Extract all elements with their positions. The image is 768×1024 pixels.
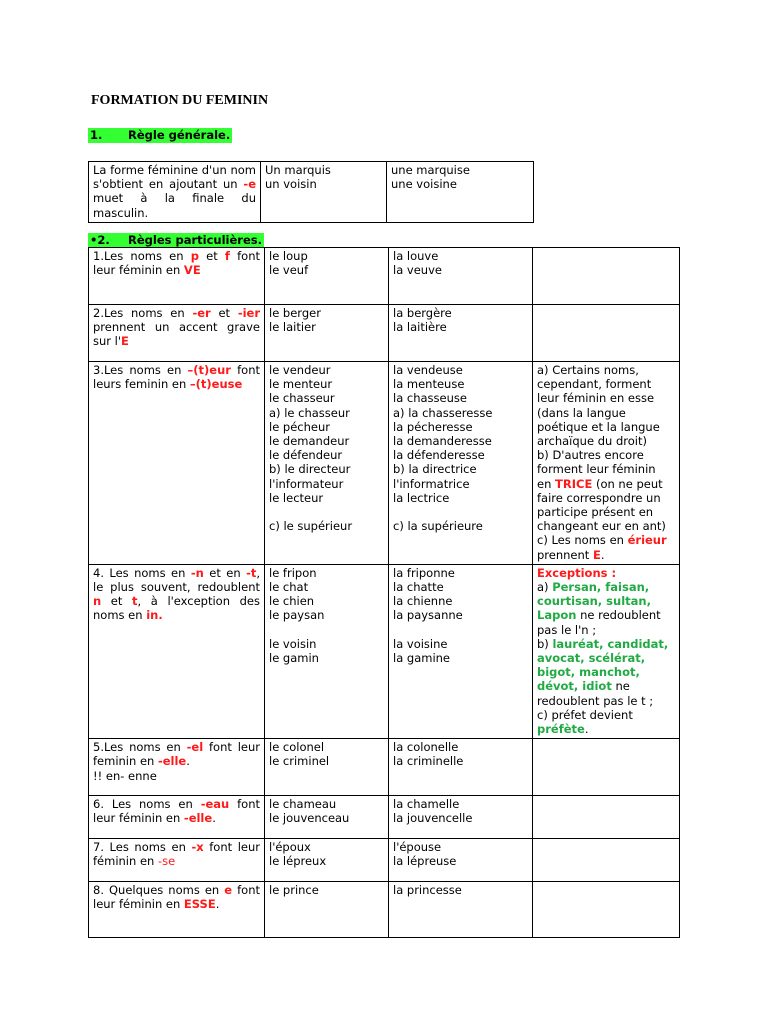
table-row bbox=[89, 839, 680, 882]
rule-text: , à l'exception des noms en bbox=[93, 594, 260, 623]
masculine-word: le chien bbox=[269, 594, 315, 609]
highlight-text: -n bbox=[190, 565, 204, 580]
masculine-word: le colonel bbox=[269, 740, 325, 755]
highlight-text: ESSE bbox=[183, 897, 216, 912]
masculine-word: le paysan bbox=[269, 608, 325, 623]
note-line bbox=[537, 608, 675, 622]
highlight-text: -elle bbox=[157, 754, 187, 769]
rule-cell bbox=[89, 162, 261, 223]
masculine-word: a) le chasseur bbox=[269, 405, 350, 420]
rule-cell bbox=[89, 362, 265, 565]
feminine-word: la princesse bbox=[393, 883, 462, 898]
rule-text: ne redoublent bbox=[576, 608, 661, 623]
section-number: 1. bbox=[90, 128, 103, 142]
note-line bbox=[537, 566, 675, 580]
note-cell bbox=[533, 796, 680, 839]
rule-text: . bbox=[600, 547, 605, 562]
rule-text: , le plus souvent, redoublent bbox=[93, 565, 261, 595]
rule-text: font leur féminin en bbox=[93, 797, 260, 826]
feminine-word: la friponne bbox=[393, 565, 455, 580]
rule-text: faire correspondre un bbox=[537, 490, 661, 505]
note-line bbox=[537, 377, 675, 391]
feminine-cell bbox=[389, 796, 533, 839]
rule-text: muet à la finale du masculin. bbox=[93, 191, 256, 220]
masculine-cell bbox=[265, 839, 389, 882]
rule-cell bbox=[89, 839, 265, 882]
feminine-word: la lépreuse bbox=[393, 854, 457, 869]
highlight-text: n bbox=[93, 594, 102, 609]
highlight-text: in. bbox=[146, 608, 163, 623]
masculine-word: le lecteur bbox=[269, 490, 324, 505]
highlight-text: -se bbox=[157, 854, 176, 869]
masculine-word: le chameau bbox=[269, 797, 337, 812]
rule-text: en bbox=[537, 476, 556, 491]
masculine-word: le jouvenceau bbox=[269, 811, 350, 826]
highlight-text: -elle bbox=[183, 811, 213, 826]
feminine-word: la chienne bbox=[393, 594, 453, 609]
rule-text: a) bbox=[537, 580, 553, 595]
rule-text: . bbox=[215, 897, 220, 912]
masculine-cell bbox=[265, 739, 389, 796]
rule-text: c) préfet devient bbox=[537, 707, 633, 722]
rule-text: et bbox=[198, 249, 225, 263]
note-line bbox=[537, 722, 675, 736]
feminine-word: la louve bbox=[393, 249, 439, 263]
note-line bbox=[537, 679, 675, 693]
masculine-word: le veuf bbox=[269, 263, 309, 278]
note-cell bbox=[533, 305, 680, 362]
note-cell bbox=[533, 362, 680, 565]
rule-text: et en bbox=[203, 565, 247, 580]
feminine-word bbox=[393, 623, 528, 637]
feminine-word bbox=[393, 505, 528, 519]
rule-text: leur féminin en esse bbox=[537, 391, 655, 406]
rule-text: 8. Quelques noms en bbox=[93, 883, 225, 898]
masculine-cell bbox=[265, 362, 389, 565]
feminine-word: la paysanne bbox=[393, 608, 463, 623]
feminine-word: la jouvencelle bbox=[393, 811, 473, 826]
table-row bbox=[89, 739, 680, 796]
note-line bbox=[537, 462, 675, 476]
feminine-word: la chasseuse bbox=[393, 391, 467, 406]
note-line bbox=[537, 637, 675, 651]
highlight-text: -er bbox=[192, 306, 211, 320]
feminine-word: l'épouse bbox=[393, 840, 442, 855]
masculine-word: le loup bbox=[269, 249, 308, 263]
masculine-word: l'informateur bbox=[269, 476, 344, 491]
rule-cell bbox=[89, 305, 265, 362]
highlight-text: courtisan, sultan, bbox=[537, 594, 651, 609]
feminine-word: b) la directrice bbox=[393, 462, 477, 477]
masculine-cell bbox=[265, 882, 389, 938]
rule-text: changeant eur en ant) bbox=[537, 519, 666, 534]
rule-text: forment leur féminin bbox=[537, 462, 656, 477]
masculine-word: le berger bbox=[269, 306, 321, 320]
masculine-word: le prince bbox=[269, 883, 319, 898]
highlight-text: lauréat, candidat, bbox=[552, 636, 669, 651]
table-row bbox=[89, 796, 680, 839]
table-row bbox=[89, 882, 680, 938]
note-line bbox=[537, 533, 675, 547]
general-rule-table bbox=[88, 161, 534, 223]
rule-text: 6. Les noms en bbox=[93, 797, 201, 812]
feminine-cell bbox=[389, 248, 533, 305]
masculine-word: c) le supérieur bbox=[269, 519, 353, 534]
table-row bbox=[89, 162, 534, 223]
feminine-cell bbox=[389, 839, 533, 882]
feminine-word: une marquise bbox=[391, 163, 470, 177]
highlight-text: e bbox=[224, 883, 233, 898]
masculine-cell bbox=[265, 796, 389, 839]
rule-text: 4. Les noms en bbox=[93, 565, 191, 580]
rule-text: . bbox=[186, 754, 190, 769]
feminine-cell bbox=[389, 739, 533, 796]
note-line bbox=[537, 505, 675, 519]
section-label: Règles particulières. bbox=[128, 233, 262, 247]
rule-text: prennent bbox=[537, 547, 593, 562]
feminine-word: la colonelle bbox=[393, 740, 459, 755]
highlight-text: TRICE bbox=[555, 476, 593, 491]
masculine-word: un voisin bbox=[265, 177, 317, 192]
highlight-text: avocat, scélérat, bbox=[537, 651, 646, 666]
section-heading-general bbox=[88, 128, 232, 143]
feminine-word: la lectrice bbox=[393, 490, 450, 505]
note-line bbox=[537, 491, 675, 505]
feminine-cell bbox=[389, 882, 533, 938]
table-row bbox=[89, 248, 680, 305]
masculine-word: le demandeur bbox=[269, 434, 350, 449]
highlight-text: bigot, manchot, bbox=[537, 665, 640, 680]
feminine-word: la criminelle bbox=[393, 754, 464, 769]
note-line bbox=[537, 665, 675, 679]
note-cell bbox=[533, 839, 680, 882]
feminine-word: a) la chasseresse bbox=[393, 405, 493, 420]
note-line bbox=[537, 434, 675, 448]
rule-text: (on ne peut bbox=[592, 476, 663, 491]
note-line bbox=[537, 391, 675, 405]
rule-text: c) Les noms en bbox=[537, 533, 628, 548]
rule-cell bbox=[89, 564, 265, 738]
rule-cell bbox=[89, 248, 265, 305]
rule-text: participe présent en bbox=[537, 505, 654, 520]
note-cell bbox=[533, 739, 680, 796]
note-line bbox=[537, 363, 675, 377]
masculine-word bbox=[269, 505, 384, 519]
feminine-cell bbox=[387, 162, 534, 223]
masculine-word: le fripon bbox=[269, 565, 317, 580]
highlight-text: -t bbox=[246, 565, 257, 580]
note-line bbox=[537, 694, 675, 708]
note-line bbox=[537, 420, 675, 434]
feminine-word: la laitière bbox=[393, 320, 447, 335]
masculine-word: le chat bbox=[269, 580, 309, 595]
rule-text: 7. Les noms en bbox=[93, 840, 192, 855]
section-number: •2. bbox=[90, 233, 110, 247]
rule-text: 5.Les noms en bbox=[93, 740, 187, 755]
highlight-text: VE bbox=[183, 263, 201, 278]
masculine-word: le défendeur bbox=[269, 448, 343, 463]
rule-text: ne bbox=[611, 679, 630, 694]
rule-text: !! en- enne bbox=[93, 768, 157, 783]
rule-text: pas le l'n ; bbox=[537, 622, 597, 637]
table-row bbox=[89, 564, 680, 738]
rule-text: font leur féminin en bbox=[93, 883, 260, 912]
highlight-text: –(t)eur bbox=[187, 363, 231, 377]
note-line bbox=[537, 548, 675, 562]
feminine-word: la menteuse bbox=[393, 377, 465, 392]
rule-text: et bbox=[210, 306, 238, 320]
feminine-word: la voisine bbox=[393, 636, 448, 651]
feminine-cell bbox=[389, 362, 533, 565]
masculine-cell bbox=[265, 564, 389, 738]
rule-text: font leurs feminin en bbox=[93, 363, 260, 392]
table-row bbox=[89, 305, 680, 362]
section-heading-particular bbox=[88, 233, 264, 248]
highlight-text: -el bbox=[186, 740, 204, 755]
masculine-word: le criminel bbox=[269, 754, 330, 769]
rule-text: . bbox=[212, 811, 216, 826]
masculine-word: le voisin bbox=[269, 636, 317, 651]
rule-cell bbox=[89, 796, 265, 839]
rule-text: b) D'autres encore bbox=[537, 448, 644, 463]
note-line bbox=[537, 651, 675, 665]
rule-cell bbox=[89, 882, 265, 938]
rule-text: font leur feminin en bbox=[93, 740, 260, 769]
particular-rules-table bbox=[88, 247, 680, 938]
masculine-word: le gamin bbox=[269, 651, 319, 666]
rule-text: cependant, forment bbox=[537, 377, 652, 392]
rule-text: 2.Les noms en bbox=[93, 306, 193, 320]
masculine-word: b) le directeur bbox=[269, 462, 351, 477]
feminine-word: l'informatrice bbox=[393, 476, 470, 491]
masculine-cell bbox=[265, 305, 389, 362]
highlight-text: dévot, idiot bbox=[537, 679, 612, 694]
feminine-word: c) la supérieure bbox=[393, 519, 483, 534]
highlight-text: Lapon bbox=[537, 608, 577, 623]
feminine-word: la veuve bbox=[393, 263, 442, 278]
section-label: Règle générale. bbox=[128, 128, 231, 142]
masculine-word: le lépreux bbox=[269, 854, 327, 869]
rule-text: La forme féminine d'un nom s'obtient en ajoutant un bbox=[93, 163, 256, 192]
note-line bbox=[537, 594, 675, 608]
highlight-text: p bbox=[190, 249, 199, 263]
feminine-word: la chamelle bbox=[393, 797, 460, 812]
masculine-word: Un marquis bbox=[265, 163, 331, 177]
feminine-word: la chatte bbox=[393, 580, 444, 595]
feminine-word: la gamine bbox=[393, 651, 451, 666]
highlight-text: -x bbox=[191, 840, 204, 855]
note-cell bbox=[533, 248, 680, 305]
note-line bbox=[537, 623, 675, 637]
highlight-text: Persan, faisan, bbox=[552, 580, 650, 595]
note-line bbox=[537, 448, 675, 462]
highlight-text: E bbox=[592, 547, 601, 562]
highlight-text: t bbox=[132, 594, 138, 609]
note-line bbox=[537, 406, 675, 420]
rule-text: font leur féminin en bbox=[93, 249, 260, 278]
note-cell bbox=[533, 564, 680, 738]
highlight-text: -ier bbox=[237, 306, 260, 320]
masculine-word: le laitier bbox=[269, 320, 316, 335]
rule-text: . bbox=[584, 722, 589, 737]
highlight-text: –(t)euse bbox=[189, 377, 243, 392]
rule-text: font leur féminin en bbox=[93, 840, 261, 869]
rule-text: 3.Les noms en bbox=[93, 363, 188, 377]
rule-text: 1.Les noms en bbox=[93, 249, 191, 263]
note-line bbox=[537, 519, 675, 533]
note-cell bbox=[533, 882, 680, 938]
note-line bbox=[537, 708, 675, 722]
feminine-word: la demanderesse bbox=[393, 434, 492, 449]
rule-text: b) bbox=[537, 636, 553, 651]
rule-text: redoublent pas le t ; bbox=[537, 693, 654, 708]
masculine-word bbox=[269, 623, 384, 637]
masculine-word: le vendeur bbox=[269, 363, 331, 377]
feminine-cell bbox=[389, 564, 533, 738]
masculine-cell bbox=[265, 248, 389, 305]
feminine-word: la pécheresse bbox=[393, 419, 473, 434]
masculine-cell bbox=[261, 162, 387, 223]
highlight-text: Exceptions : bbox=[537, 565, 617, 580]
highlight-text: f bbox=[224, 249, 230, 263]
rule-text: prennent un accent grave sur l' bbox=[93, 320, 260, 349]
highlight-text: érieur bbox=[627, 533, 667, 548]
highlight-text: E bbox=[121, 334, 129, 349]
rule-text: poétique et la langue bbox=[537, 419, 660, 434]
highlight-text: préfète bbox=[537, 722, 585, 737]
rule-text: a) Certains noms, bbox=[537, 363, 639, 377]
rule-highlight: -e bbox=[243, 177, 256, 192]
feminine-word: la défenderesse bbox=[393, 448, 485, 463]
feminine-cell bbox=[389, 305, 533, 362]
page-title: FORMATION DU FEMININ bbox=[91, 93, 269, 108]
feminine-word: la bergère bbox=[393, 306, 452, 320]
note-line bbox=[537, 580, 675, 594]
masculine-word: le menteur bbox=[269, 377, 333, 392]
highlight-text: -eau bbox=[200, 797, 230, 812]
note-line bbox=[537, 477, 675, 491]
rule-text: et bbox=[101, 594, 133, 609]
masculine-word: le chasseur bbox=[269, 391, 335, 406]
table-row bbox=[89, 362, 680, 565]
feminine-word: une voisine bbox=[391, 177, 457, 192]
feminine-word: la vendeuse bbox=[393, 363, 463, 377]
masculine-word: le pécheur bbox=[269, 419, 331, 434]
rule-text: (dans la langue bbox=[537, 405, 626, 420]
rule-text: archaïque du droit) bbox=[537, 434, 647, 449]
masculine-word: l'époux bbox=[269, 840, 311, 855]
rule-cell bbox=[89, 739, 265, 796]
